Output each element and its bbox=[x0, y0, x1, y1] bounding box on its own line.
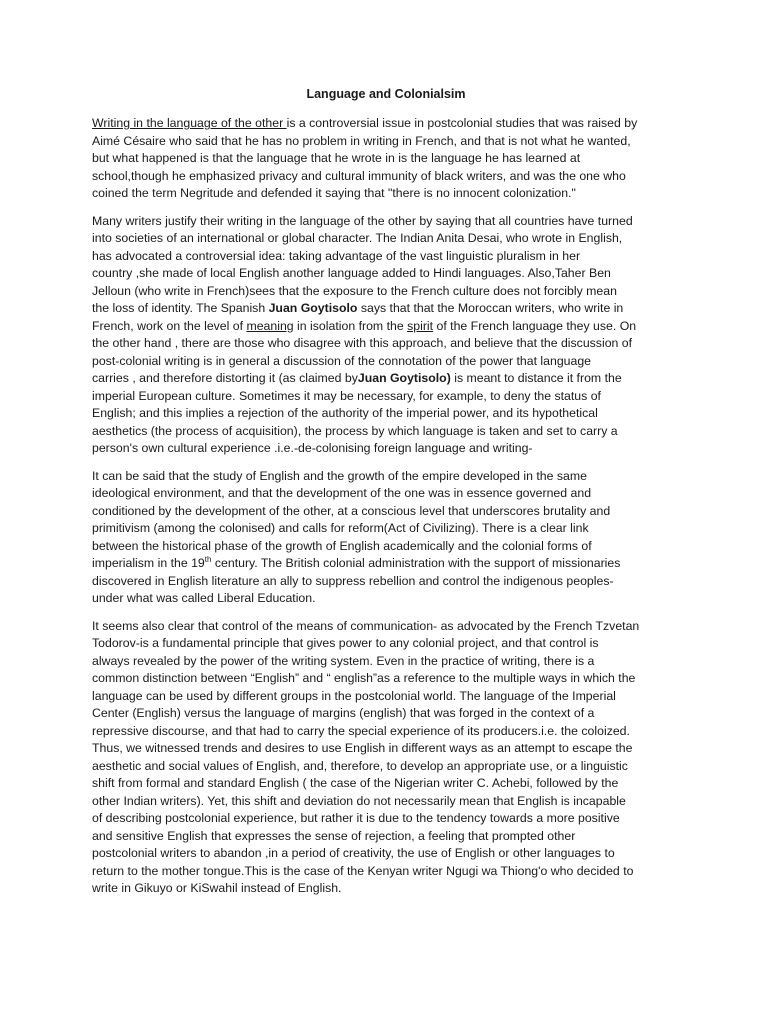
paragraph-2-line-5: Jelloun (who write in French)sees that the exposure to the French culture does not forcibly mean bbox=[92, 283, 617, 298]
paragraph-4-line-7: repressive discourse, and that had to carry the special experience of its producers.i.e. the coloized. bbox=[92, 723, 630, 738]
document-title: Language and Colonialsim bbox=[306, 87, 466, 101]
underlined-word-spirit: spirit bbox=[407, 318, 434, 333]
paragraph-3-line-6: imperialism in the 19th century. The British colonial administration with the support of missionaries bbox=[92, 554, 621, 570]
underlined-word-meaning: meaning bbox=[246, 318, 294, 333]
paragraph-2 bbox=[92, 213, 680, 458]
paragraph-2-line-2: into societies of an international or global character. The Indian Anita Desai, who wrote in English, bbox=[92, 231, 623, 245]
paragraph-4-line-3: always revealed by the power of the writing system. Even in the practice of writing, there is a bbox=[92, 653, 595, 668]
paragraph-4-line-2: Todorov-is a fundamental principle that gives power to any colonial project, and that control is bbox=[92, 636, 599, 650]
paragraph-3-line-3: conditioned by the development of the other, at a conscious level that underscores brutality and bbox=[92, 503, 611, 518]
paragraph-2-line-9: post-colonial writing is in general a discussion of the connotation of the power that language bbox=[92, 353, 592, 368]
paragraph-3-line-1: It can be said that the study of English and the growth of the empire developed in the same bbox=[92, 468, 587, 483]
paragraph-2-line-10: carries , and therefore distorting it (as claimed byJuan Goytisolo) is meant to distance it from the bbox=[92, 371, 622, 385]
paragraph-4-line-12: of describing postcolonial experience, but rather it is due to the tendency towards a more positive bbox=[92, 811, 620, 825]
paragraph-2-line-11: imperial European culture. Sometimes it may be necessary, for example, to deny the status of bbox=[92, 388, 601, 403]
paragraph-1-line-1: Writing in the language of the other is a controversial issue in postcolonial studies that was raised by bbox=[92, 116, 638, 130]
paragraph-1 bbox=[92, 115, 680, 203]
paragraph-3-line-4: primitivism (among the colonised) and calls for reform(Act of Civilizing). There is a clear link bbox=[92, 521, 589, 535]
paragraph-4-line-10: shift from formal and standard English ( the case of the Nigerian writer C. Achebi, followed by the bbox=[92, 776, 619, 790]
paragraph-3-line-2: ideological environment, and that the development of the one was in essence governed and bbox=[92, 486, 592, 500]
paragraph-4-line-14: postcolonial writers to abandon ,in a period of creativity, the use of English or other languages to bbox=[92, 846, 615, 860]
paragraph-3-line-8: under what was called Liberal Education. bbox=[92, 591, 316, 605]
paragraph-2-line-6: the loss of identity. The Spanish Juan Goytisolo says that that the Moroccan writers, who write in bbox=[92, 301, 624, 315]
paragraph-4-line-6: Center (English) versus the language of margins (english) that was forged in the context of a bbox=[92, 706, 595, 720]
paragraph-4-line-1: It seems also clear that control of the means of communication- as advocated by the French Tzvetan bbox=[92, 618, 640, 633]
underlined-phrase: Writing in the language of the other bbox=[92, 116, 287, 130]
paragraph-4-line-4: common distinction between “English” and “ english”as a reference to the multiple ways in which the bbox=[92, 671, 636, 685]
paragraph-4 bbox=[92, 618, 680, 898]
paragraph-4-line-9: aesthetic and social values of English, and, therefore, to develop an appropriate use, or a linguistic bbox=[92, 758, 628, 773]
paragraph-4-line-11: other Indian writers). Yet, this shift and deviation do not necessarily mean that English is incapable bbox=[92, 793, 626, 808]
paragraph-3-line-7: discovered in English literature an ally to suppress rebellion and control the indigenous peoples- bbox=[92, 573, 614, 588]
paragraph-1-line-4: school,though he emphasized privacy and cultural immunity of black writers, and was the one who bbox=[92, 168, 626, 183]
paragraph-2-line-8: the other hand , there are those who disagree with this approach, and believe that the discussion of bbox=[92, 336, 633, 350]
paragraph-2-line-7: French, work on the level of meaning in isolation from the spirit of the French language they use. On bbox=[92, 318, 637, 333]
paragraph-2-line-3: has advocated a controversial idea: taking advantage of the vast linguistic pluralism in her bbox=[92, 248, 581, 263]
paragraph-1-line-5: coined the term Negritude and defended it saying that "there is no innocent colonization." bbox=[92, 186, 576, 200]
bold-name: Juan Goytisolo bbox=[268, 301, 358, 315]
document-page bbox=[92, 86, 680, 908]
paragraph-4-line-16: write in Gikuyo or KiSwahil instead of English. bbox=[92, 881, 342, 895]
paragraph-1-line-2: Aimé Césaire who said that he has no problem in writing in French, and that is not what he wanted, bbox=[92, 133, 631, 148]
paragraph-4-line-15: return to the mother tongue.This is the case of the Kenyan writer Ngugi wa Thiong'o who decided to bbox=[92, 863, 634, 878]
paragraph-3-line-5: between the historical phase of the growth of English academically and the colonial forms of bbox=[92, 538, 592, 553]
paragraph-2-line-12: English; and this implies a rejection of the authority of the imperial power, and its hypothetical bbox=[92, 406, 598, 420]
paragraph-3 bbox=[92, 468, 680, 608]
paragraph-2-line-1: Many writers justify their writing in the language of the other by saying that all countries have turned bbox=[92, 213, 633, 228]
paragraph-2-line-13: aesthetics (the process of acquisition), the process by which language is taken and set to carry a bbox=[92, 423, 618, 438]
paragraph-1-line-3: but what happened is that the language that he wrote in is the language he has learned at bbox=[92, 151, 581, 165]
superscript: th bbox=[204, 554, 212, 564]
paragraph-4-line-5: language can be used by different groups in the postcolonial world. The language of the Imperial bbox=[92, 688, 616, 703]
paragraph-4-line-13: and sensitive English that expresses the sense of rejection, a feeling that prompted other bbox=[92, 828, 576, 843]
paragraph-2-line-4: country ,she made of local English another language added to Hindi languages. Also,Taher Ben bbox=[92, 266, 611, 280]
paragraph-2-line-14: person's own cultural experience .i.e.-de-colonising foreign language and writing- bbox=[92, 441, 533, 455]
paragraph-4-line-8: Thus, we witnessed trends and desires to use English in different ways as an attempt to escape the bbox=[92, 741, 633, 755]
bold-name: Juan Goytisolo) bbox=[357, 371, 451, 385]
